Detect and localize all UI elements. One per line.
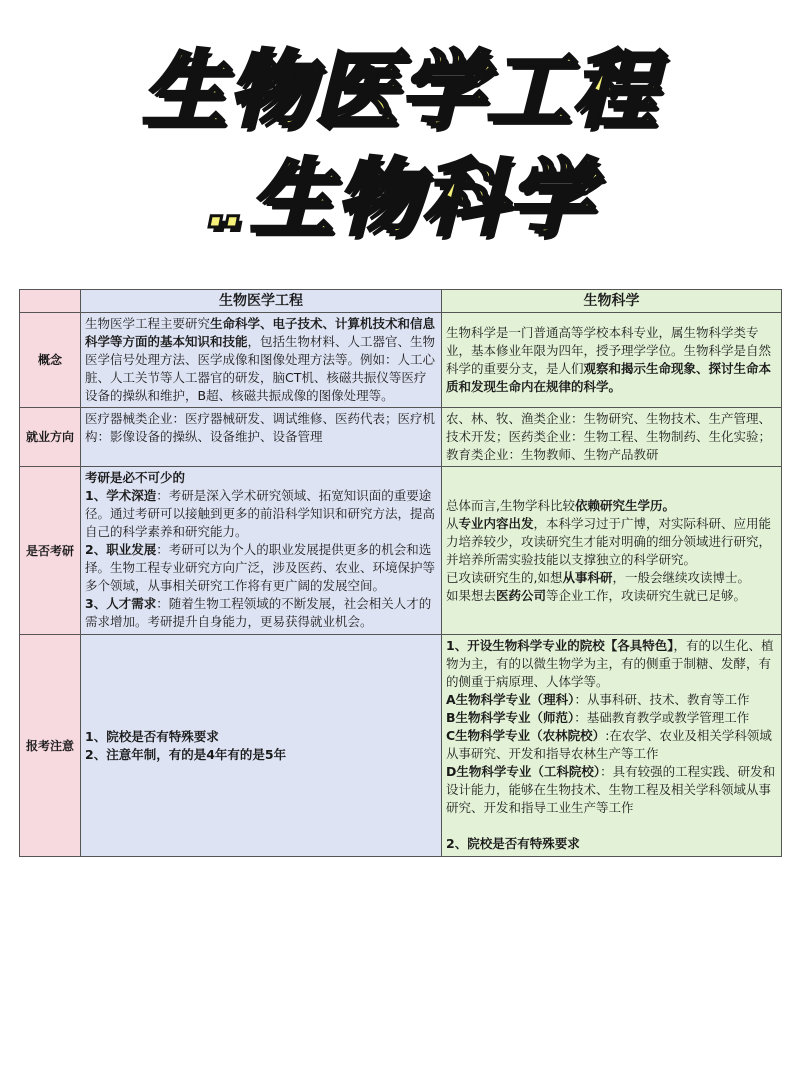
text-run: ，一般会继续攻读博士。 [612, 569, 751, 585]
paragraph [446, 709, 777, 727]
text-run: ，本科学习过于广博，对实际科研、应用能力培养较少，攻读研究生才能对明确的细分领域进行研究，并培养所需实验技能以支撑独立的科学研究。 [446, 515, 772, 567]
cell-bme-concept [81, 313, 442, 408]
text-run: ：随着生物工程领域的不断发展，社会相关人才的需求增加。考研提升自身能力，更易获得就业机会。 [85, 596, 432, 629]
text-run: 1、院校是否有特殊要求 [85, 728, 219, 744]
text-run: 1、学术深造 [85, 488, 157, 503]
text-run: :在农学、农业及相关学科领域从事研究、开发和指导农林生产等工作 [446, 728, 772, 761]
paragraph [446, 569, 777, 587]
text-run: 医药公司 [496, 587, 547, 603]
paragraph [85, 595, 437, 631]
cell-bio-notes [442, 635, 782, 857]
paragraph [85, 469, 437, 487]
text-run: 生物医学工程主要研究 [85, 316, 211, 331]
text-run: ，包括生物材料、人工器官、生物医学信号处理方法、医学成像和图像处理方法等。例如：人工心脏、人工关节等人工器官的研发，脑CT机、核磁共振仪等医疗设备的操纵和维护，B超、核磁共振成像的图像处理等。 [85, 334, 436, 403]
header-bme: 生物医学工程 [81, 290, 442, 313]
header-corner [20, 290, 81, 313]
table-row [20, 467, 782, 635]
text-run: 医疗器械类企业：医疗器械研发、调试维修、医药代表；医疗机构：影像设备的操纵、设备维护、设备管理 [85, 411, 436, 444]
table-row [20, 408, 782, 467]
text-run: 已攻读研究生的,如想 [446, 569, 563, 585]
comparison-table [19, 289, 782, 857]
paragraph [446, 587, 777, 605]
paragraph [446, 727, 777, 763]
title-prefix: .. [206, 172, 240, 242]
text-run: 依赖研究生学历。 [574, 497, 675, 513]
text-run: D生物科学专业（工科院校） [446, 764, 601, 779]
text-run: 2、职业发展 [85, 542, 157, 557]
paragraph [85, 728, 437, 746]
text-run: 【各具特色】 [604, 638, 674, 653]
text-run: 1、开设生物科学专业的院校 [446, 638, 605, 653]
text-run: 从 [446, 515, 459, 531]
table-row [20, 313, 782, 408]
text-run: ：具有较强的工程实践、研发和设计能力，能够在生物技术、生物工程及相关学科领域从事研究、开发和指导工业生产等工作 [446, 764, 776, 815]
paragraph [446, 691, 777, 709]
text-run: ：考研可以为个人的职业发展提供更多的机会和选择。生物工程专业研究方向广泛，涉及医药、农业、环境保护等多个领域，从事相关研究工作将有更广阔的发展空间。 [85, 542, 436, 593]
cell-bio-career [442, 408, 782, 467]
paragraph [446, 835, 777, 853]
text-run: 生命科学、电子技术、计算机技术和信息科学等方面的基本知识和技能 [85, 316, 436, 349]
cell-bme-notes [81, 635, 442, 857]
text-run: ：基础教育教学或教学管理工作 [574, 710, 750, 725]
text-run: 观察和揭示生命现象、探讨生命本质和发现生命内在规律的科学。 [446, 361, 772, 394]
text-run: C生物科学专业（农林院校） [446, 728, 606, 743]
paragraph [85, 746, 437, 764]
text-run: ：从事科研、技术、教育等工作 [574, 692, 750, 707]
paragraph [446, 497, 777, 515]
paragraph [85, 487, 437, 541]
row-label-notes: 报考注意 [20, 635, 81, 857]
paragraph [446, 637, 777, 691]
paragraph [446, 515, 777, 569]
text-run: 从事科研 [562, 569, 613, 585]
text-run: 生物科学是一门普通高等学校本科专业，属生物科学类专业，基本修业年限为四年，授予理学学位。生物科学是自然科学的重要分支，是人们 [446, 325, 772, 376]
text-run: ，有的以生化、植物为主，有的以微生物学为主，有的侧重于制糖、发酵，有的侧重于病原理、人体学等。 [446, 638, 774, 689]
text-run: B生物科学专业（师范） [446, 710, 575, 725]
text-run: 2、注意年制，有的是4年有的是5年 [85, 746, 287, 762]
text-run: 2、院校是否有特殊要求 [446, 836, 580, 851]
cell-bio-concept [442, 313, 782, 408]
title-line-1: 生物医学工程 [141, 41, 658, 139]
table-row [20, 635, 782, 857]
text-run: 农、林、牧、渔类企业：生物研究、生物技术、生产管理、技术开发；医药类企业：生物工程、生物制药、生化实验；教育类企业：生物教师、生物产品教研 [446, 411, 772, 462]
row-label-grad-school: 是否考研 [20, 467, 81, 635]
text-run: A生物科学专业（理科） [446, 692, 575, 707]
row-label-concept: 概念 [20, 313, 81, 408]
title-line-2-text: 生物科学 [249, 149, 594, 247]
cell-bme-grad-school [81, 467, 442, 635]
table-header-row [20, 290, 782, 313]
text-run: ：考研是深入学术研究领域、拓宽知识面的重要途径。通过考研可以接触到更多的前沿科学知识和研究方法，提高自己的科学素养和研究能力。 [85, 488, 436, 539]
header-bio: 生物科学 [442, 290, 782, 313]
text-run: 考研是必不可少的 [85, 470, 186, 485]
paragraph [85, 541, 437, 595]
paragraph [446, 817, 777, 835]
paragraph [446, 763, 777, 817]
text-run: 专业内容出发 [458, 515, 534, 531]
text-run: 等企业工作，攻读研究生就已足够。 [546, 587, 747, 603]
row-label-career: 就业方向 [20, 408, 81, 467]
text-run: 3、人才需求 [85, 596, 157, 611]
text-run: 如果想去 [446, 587, 497, 603]
cell-bme-career [81, 408, 442, 467]
title-line-2 [0, 148, 800, 257]
text-run: 总体而言,生物学科比较 [446, 497, 575, 513]
cell-bio-grad-school [442, 467, 782, 635]
